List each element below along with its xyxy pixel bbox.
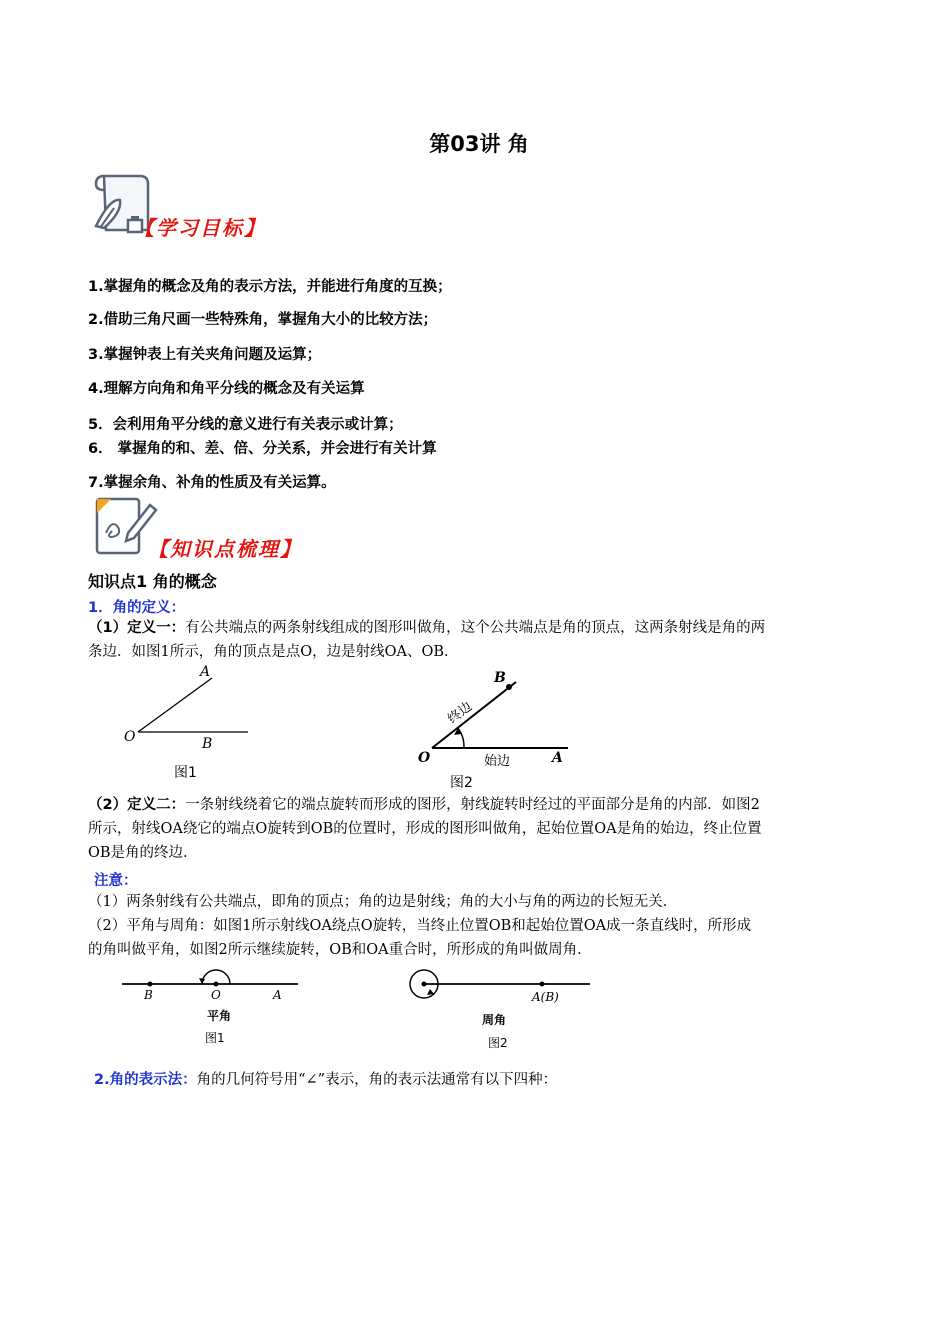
- definition-two: [88, 793, 868, 865]
- representation-text: 角的几何符号用“∠”表示，角的表示法通常有以下四种：: [196, 1072, 558, 1088]
- goal-item: 1.掌握角的概念及角的表示方法，并能进行角度的互换；: [88, 279, 452, 295]
- initial-side-label: 始边: [484, 754, 511, 769]
- goal-item: 2.借助三角尺画一些特殊角，掌握角大小的比较方法；: [88, 312, 438, 328]
- definition-two-text: 一条射线绕着它的端点旋转而形成的图形，射线旋转时经过的平面部分是角的内部．如图2: [185, 797, 760, 813]
- definition-one-text-cont: 条边．如图1所示，角的顶点是点O，边是射线OA、OB．: [88, 644, 459, 660]
- goal-item: 3.掌握钟表上有关夹角问题及运算；: [88, 347, 322, 363]
- point-label-b: B: [494, 670, 506, 686]
- notes: [88, 890, 868, 962]
- point-label-o: O: [418, 750, 431, 766]
- goal-item: 5．会利用角平分线的意义进行有关表示或计算；: [88, 417, 403, 433]
- point-label-a: A: [200, 664, 211, 680]
- goal-item: 4.理解方向角和角平分线的概念及有关运算: [88, 381, 365, 397]
- subsection-heading: 1．角的定义：: [88, 600, 186, 616]
- definition-two-text-cont: 所示，射线OA绕它的端点O旋转到OB的位置时，形成的图形叫做角，起始位置OA是角的始边，终止位置: [88, 821, 762, 837]
- definition-one: [88, 616, 868, 664]
- note-item: （1）两条射线有公共端点，即角的顶点；角的边是射线；角的大小与角的两边的长短无关．: [88, 894, 678, 910]
- learning-goals-label: 【学习目标】: [134, 216, 266, 240]
- figure-name: 平角: [207, 1009, 232, 1023]
- definition-one-label: （1）定义一：: [88, 620, 186, 636]
- point-label-b: B: [202, 736, 213, 752]
- point-label-b: B: [144, 988, 153, 1002]
- figure-full-angle: [404, 966, 596, 1056]
- note-item-cont: 的角叫做平角，如图2所示继续旋转，OB和OA重合时，所形成的角叫做周角．: [88, 942, 592, 958]
- goal-item: 6． 掌握角的和、差、倍、分关系，并会进行有关计算: [88, 441, 437, 457]
- full-angle-diagram: [404, 966, 596, 1002]
- definition-two-text-cont: OB是角的终边．: [88, 845, 198, 861]
- point-label-ab: A(B): [532, 990, 559, 1004]
- point-label-a: A: [552, 750, 563, 766]
- point-label-o: O: [124, 729, 136, 745]
- figure-caption: 图1: [205, 1031, 225, 1045]
- subsection-heading: 2.角的表示法：: [94, 1072, 197, 1088]
- knowledge-points-banner: [92, 493, 322, 559]
- figure-name: 周角: [482, 1013, 507, 1027]
- section-heading: 知识点1 角的概念: [88, 572, 217, 591]
- goal-item: 7.掌握余角、补角的性质及有关运算。: [88, 475, 336, 491]
- point-label-a: A: [273, 988, 282, 1002]
- note-label: 注意：: [94, 873, 138, 889]
- figure-caption: 图1: [174, 765, 197, 781]
- note-item: （2）平角与周角：如图1所示射线OA绕点O旋转，当终止位置OB和起始位置OA成一条直线时，所形成: [88, 918, 752, 934]
- representation-line: [94, 1068, 557, 1089]
- figure-caption: 图2: [488, 1036, 508, 1050]
- terminal-side-label: 终边: [445, 699, 476, 727]
- definition-one-text: 有公共端点的两条射线组成的图形叫做角，这个公共端点是角的顶点，这两条射线是角的两: [185, 620, 766, 636]
- page-title: 第03讲 角: [429, 132, 529, 156]
- figure-angle-1: [118, 664, 258, 782]
- figure-caption: 图2: [450, 775, 473, 791]
- angle-diagram: [118, 664, 258, 754]
- point-label-o: O: [211, 988, 221, 1002]
- knowledge-points-label: 【知识点梳理】: [148, 537, 302, 561]
- definition-two-label: （2）定义二：: [88, 797, 186, 813]
- learning-goals-banner: [90, 170, 290, 240]
- figure-straight-angle: [120, 966, 310, 1050]
- figure-angle-2: [412, 668, 582, 792]
